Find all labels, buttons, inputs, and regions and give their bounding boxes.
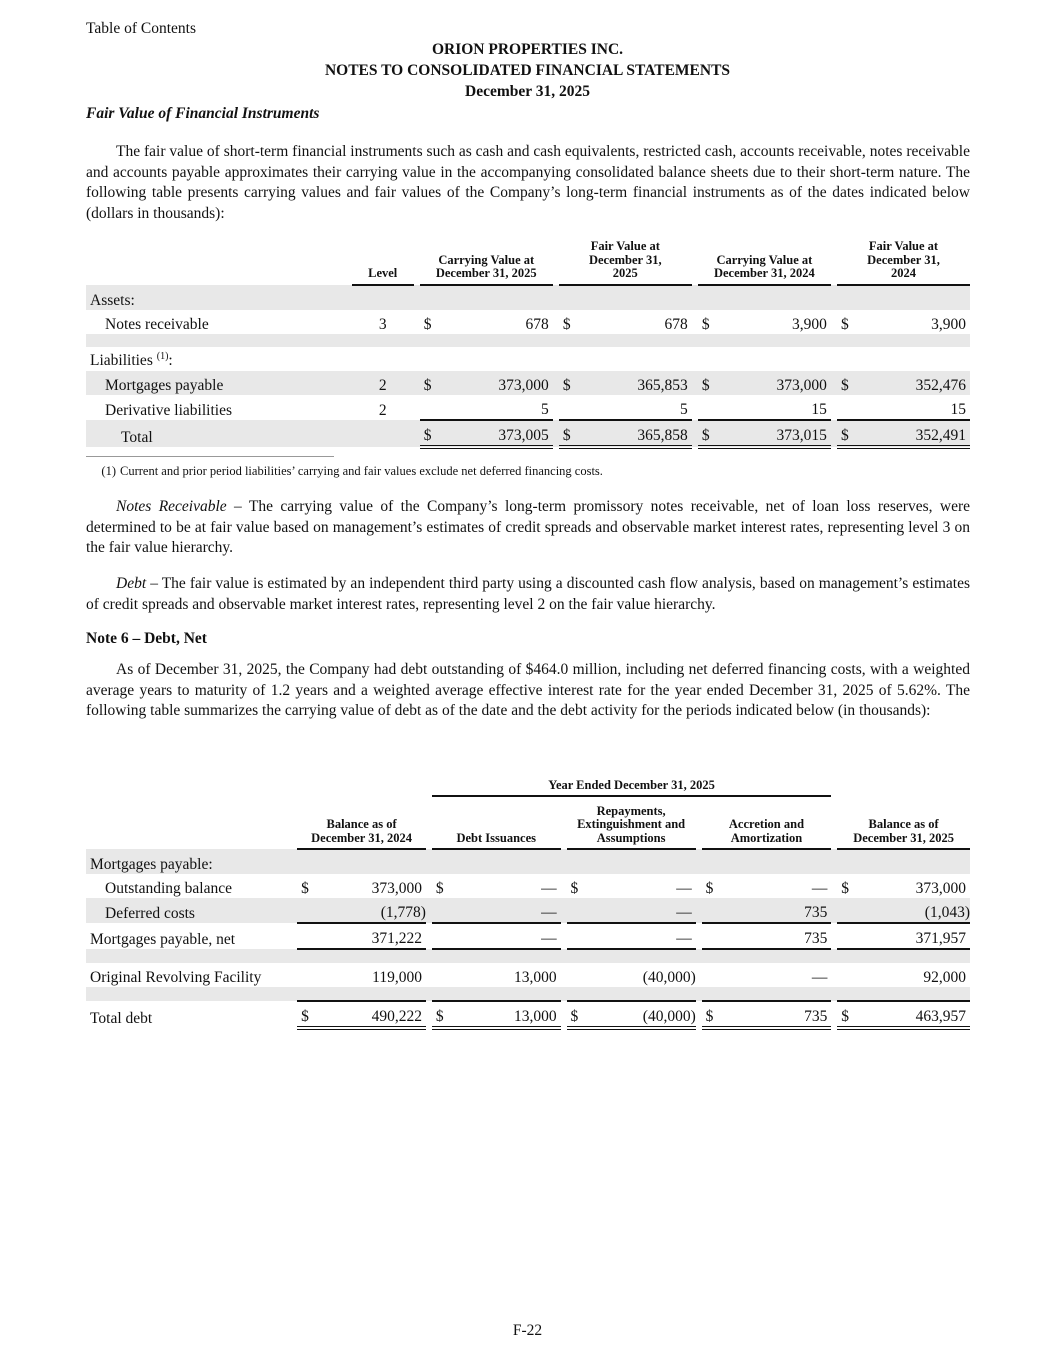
cell-value: 92,000 (923, 969, 966, 986)
level-value: 2 (352, 371, 414, 395)
assets-label: Assets: (86, 285, 970, 310)
cell-value: — (676, 880, 692, 897)
cell-value: — (454, 898, 561, 923)
table-row-total (86, 420, 970, 447)
cell-value: — (811, 880, 828, 897)
currency-symbol: $ (423, 315, 432, 333)
row-label: Outstanding balance (105, 880, 232, 897)
cell-value: 463,957 (859, 1001, 970, 1028)
cell-value: 13,000 (454, 1001, 561, 1028)
row-label: Deferred costs (86, 898, 297, 923)
table-row-derivative-liabilities (86, 395, 970, 420)
spacer-row (86, 949, 970, 963)
cell-value: 735 (724, 898, 832, 923)
footnote-marker: (1) (101, 464, 116, 478)
cell-value: 13,000 (514, 969, 557, 986)
column-header-balance-2025: Balance as of December 31, 2025 (837, 796, 970, 849)
section-title-fair-value: Fair Value of Financial Instruments (86, 105, 320, 122)
fair-value-intro-paragraph: The fair value of short-term financial instruments such as cash and cash equivalents, restricted cash, accounts receivable, notes receivable and accounts payable approximates their carrying value in the accompanying consolidated balance sheets due to their short-term nature. The following table presents carrying values and fair values of the Company’s long-term financial instruments as of the dates indicated below (dollars in thousands): (86, 143, 970, 222)
cell-value: (1,778) (319, 898, 426, 923)
currency-symbol: $ (562, 315, 571, 333)
currency-symbol: $ (570, 880, 579, 897)
cell-value: 365,858 (582, 420, 692, 447)
group-header-year-ended: Year Ended December 31, 2025 (432, 768, 832, 796)
row-label: Original Revolving Facility (90, 969, 262, 986)
footnote (86, 464, 603, 479)
table-header-row (86, 240, 970, 285)
cell-value: 352,491 (860, 420, 970, 447)
footnote-divider (86, 456, 334, 457)
level-value: 2 (378, 401, 387, 419)
page-number: F-22 (512, 1322, 543, 1339)
table-row-deferred-costs (86, 898, 970, 923)
currency-symbol: $ (837, 371, 860, 395)
column-header-fair-2025: Fair Value at December 31, 2025 (559, 240, 692, 285)
cell-value: (40,000) (588, 1001, 695, 1028)
cell-value: 5 (442, 395, 552, 420)
row-label: Total (86, 420, 352, 447)
table-row-outstanding-balance (86, 874, 970, 898)
table-header-row (86, 796, 970, 849)
cell-value: 15 (860, 395, 970, 420)
note-6-intro-paragraph: As of December 31, 2025, the Company had debt outstanding of $464.0 million, including net deferred financing costs, with a weighted average years to maturity of 1.2 years and a weighted average effective interest rate for the year ended December 31, 2025 of 5.62%. The following table summarizes the carrying value of debt as of the date and the debt activity for the periods indicated below (in thousands): (86, 661, 970, 719)
paragraph-lead: Notes Receivable (116, 498, 227, 515)
assets-section-row (86, 285, 970, 310)
cell-value: 678 (525, 315, 549, 333)
liabilities-section-row (86, 347, 970, 371)
column-header-debt-issuances: Debt Issuances (432, 796, 561, 849)
currency-symbol: $ (698, 371, 721, 395)
currency-symbol: $ (840, 315, 849, 333)
column-header-repayments: Repayments, Extinguishment and Assumptions (567, 796, 696, 849)
notes-receivable-paragraph: Notes Receivable – The carrying value of the Company’s long-term promissory notes receivable, net of loan loss reserves, were determined to be at fair value based on management’s estimates of credit spreads and observable market interest rates, representing level 3 on the fair value hierarchy. (86, 498, 970, 556)
table-row-notes-receivable (86, 310, 970, 334)
liabilities-label: Liabilities $^{(1)}$: (90, 351, 173, 370)
cell-value: 678 (664, 315, 688, 333)
spacer-row (86, 987, 970, 1001)
cell-value: 3,900 (931, 315, 966, 333)
cell-value: 373,000 (442, 371, 552, 395)
cell-value: 119,000 (372, 969, 422, 986)
mortgages-label: Mortgages payable: (86, 849, 970, 874)
cell-value: 373,005 (442, 420, 552, 447)
currency-symbol: $ (559, 420, 582, 447)
currency-symbol: $ (705, 880, 714, 897)
cell-value: 373,015 (721, 420, 831, 447)
cell-value: 365,853 (582, 371, 692, 395)
cell-value: 371,222 (319, 923, 426, 949)
company-name: ORION PROPERTIES INC. (431, 41, 624, 58)
currency-symbol: $ (841, 880, 849, 897)
cell-value: 735 (724, 923, 832, 949)
debt-paragraph: Debt – The fair value is estimated by an independent third party using a discounted cash flow analysis, based on management’s estimates of credit spreads and observable market interest rates, representing level 2 on the fair value hierarchy. (86, 575, 970, 613)
cell-value: (1,043) (859, 898, 970, 923)
note-6-title: Note 6 – Debt, Net (86, 630, 207, 647)
currency-symbol: $ (837, 1001, 859, 1028)
cell-value: (40,000) (642, 969, 696, 986)
row-label: Notes receivable (105, 315, 209, 333)
level-value: 3 (378, 315, 387, 333)
cell-value: — (588, 898, 695, 923)
column-header-level: Level (352, 240, 414, 285)
currency-symbol: $ (837, 420, 860, 447)
document-title: NOTES TO CONSOLIDATED FINANCIAL STATEMENTS (324, 62, 731, 79)
cell-value: 373,000 (721, 371, 831, 395)
row-label: Derivative liabilities (105, 401, 232, 419)
fair-value-table (86, 240, 970, 449)
column-header-carrying-2025: Carrying Value at December 31, 2025 (420, 240, 553, 285)
cell-value: — (454, 923, 561, 949)
row-label: Mortgages payable (86, 371, 352, 395)
row-label: Total debt (90, 1010, 153, 1027)
cell-value: 735 (724, 1001, 832, 1028)
debt-activity-table (86, 768, 970, 1030)
cell-value: 373,000 (371, 880, 422, 897)
cell-value: 490,222 (319, 1001, 426, 1028)
table-row-mortgages-net (86, 923, 970, 949)
currency-symbol: $ (297, 1001, 319, 1028)
cell-value: — (541, 880, 557, 897)
row-label: Mortgages payable, net (90, 931, 236, 948)
column-header-fair-2024: Fair Value at December 31, 2024 (837, 240, 970, 285)
column-header-balance-2024: Balance as of December 31, 2024 (297, 796, 426, 849)
currency-symbol: $ (435, 880, 444, 897)
currency-symbol: $ (559, 371, 582, 395)
cell-value: 5 (582, 395, 692, 420)
footnote-text: Current and prior period liabilities’ carrying and fair values exclude net deferred financing costs. (120, 464, 603, 478)
currency-symbol: $ (432, 1001, 454, 1028)
currency-symbol: $ (698, 420, 721, 447)
column-header-accretion: Accretion and Amortization (702, 796, 832, 849)
currency-symbol: $ (301, 880, 309, 897)
cell-value: — (588, 923, 695, 949)
mortgages-section-row (86, 849, 970, 874)
column-header-carrying-2024: Carrying Value at December 31, 2024 (698, 240, 831, 285)
cell-value: 3,900 (791, 315, 827, 333)
statement-date: December 31, 2025 (465, 83, 590, 100)
currency-symbol: $ (420, 420, 443, 447)
currency-symbol: $ (701, 315, 710, 333)
table-row-mortgages-payable (86, 371, 970, 395)
cell-value: 373,000 (915, 880, 966, 897)
group-header-row (86, 768, 970, 796)
cell-value: 371,957 (859, 923, 970, 949)
paragraph-lead: Debt (116, 575, 147, 592)
currency-symbol: $ (567, 1001, 589, 1028)
currency-symbol: $ (420, 371, 443, 395)
footnote-reference: (1) (156, 351, 169, 363)
spacer-row (86, 334, 970, 347)
cell-value: 352,476 (860, 371, 970, 395)
table-row-revolving-facility (86, 963, 970, 987)
cell-value: — (811, 969, 828, 986)
table-of-contents-link[interactable]: Table of Contents (86, 20, 196, 37)
cell-value: 15 (721, 395, 831, 420)
currency-symbol: $ (702, 1001, 724, 1028)
table-row-total-debt (86, 1001, 970, 1028)
